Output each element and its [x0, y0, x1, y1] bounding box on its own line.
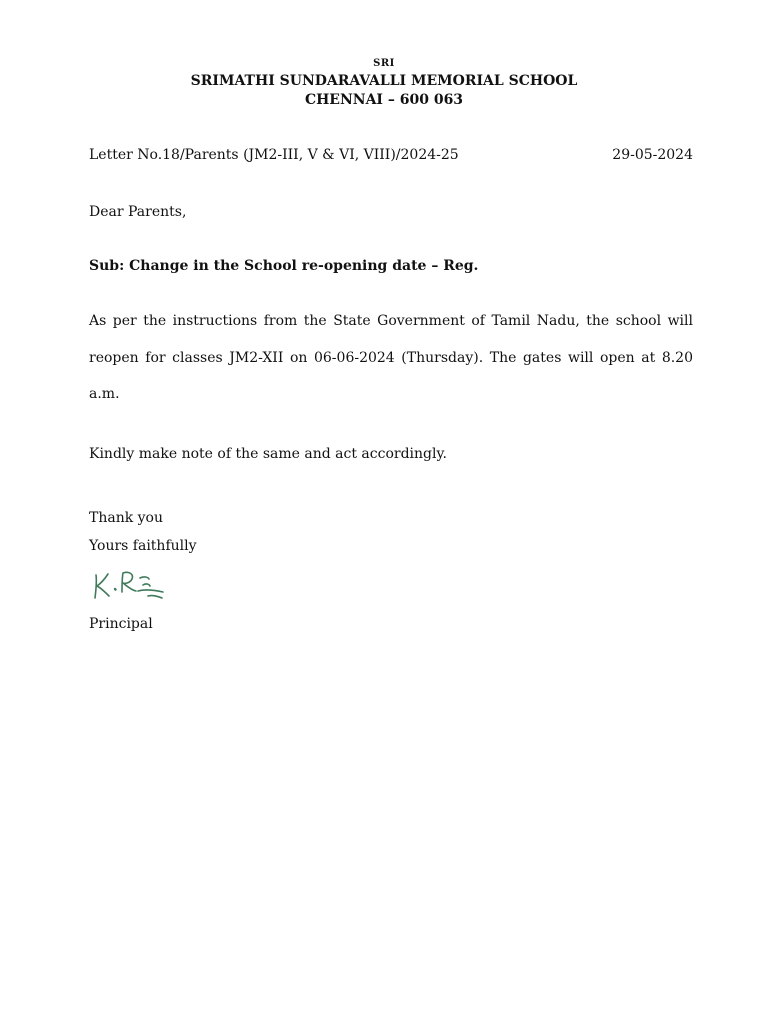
letter-date: 29-05-2024: [612, 147, 693, 163]
salutation: Dear Parents,: [89, 204, 187, 220]
letter-reference: Letter No.18/Parents (JM2-III, V & VI, VIII)/2024-25: [89, 147, 459, 163]
letter-note: Kindly make note of the same and act accordingly.: [89, 446, 447, 462]
school-name: SRIMATHI SUNDARAVALLI MEMORIAL SCHOOL: [190, 73, 578, 89]
signatory-title: Principal: [89, 616, 153, 632]
letter-subject: Sub: Change in the School re-opening date – Reg.: [89, 258, 479, 274]
closing-sign-off: Yours faithfully: [89, 538, 197, 554]
letterhead-prefix: SRI: [373, 58, 395, 69]
school-city: CHENNAI – 600 063: [304, 92, 464, 108]
letter-body: As per the instructions from the State Government of Tamil Nadu, the school will reopen for classes JM2-XII on 06-06-2024 (Thursday). The gates will open at 8.20 a.m.: [89, 313, 693, 402]
closing-thanks: Thank you: [89, 510, 164, 526]
principal-signature: [88, 566, 180, 606]
